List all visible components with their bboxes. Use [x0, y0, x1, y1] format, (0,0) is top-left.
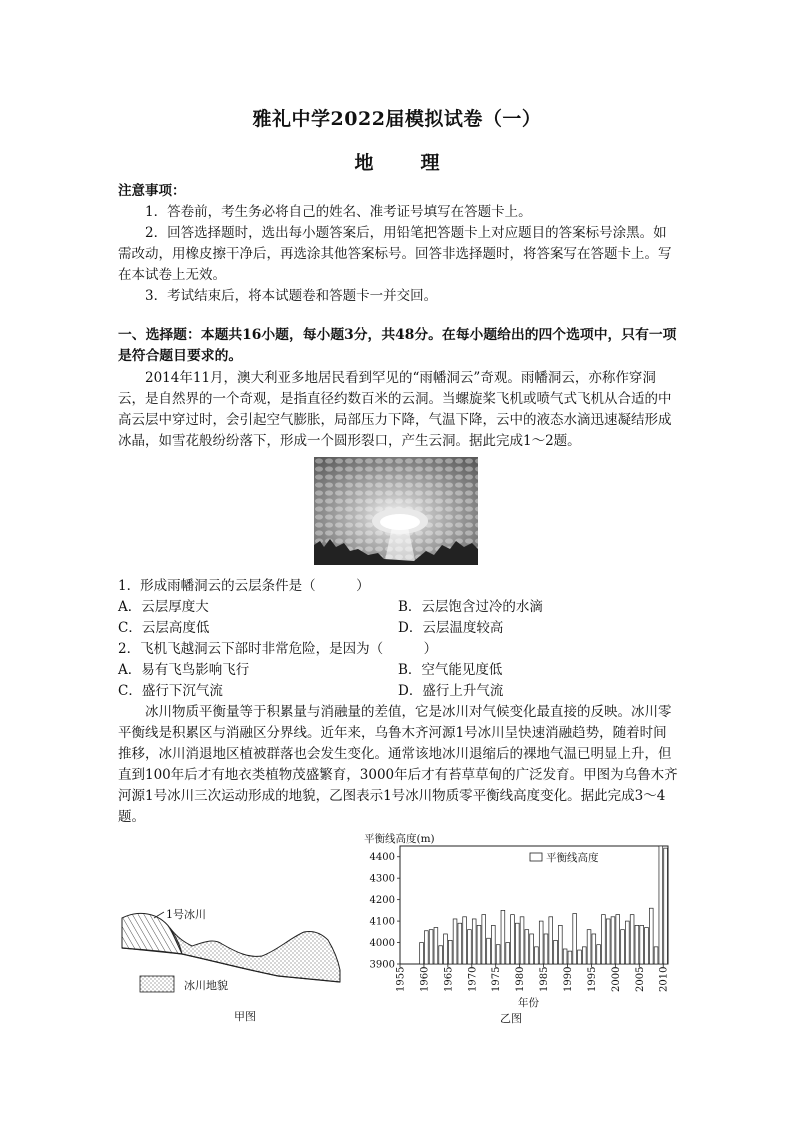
glacier-leader-line: [154, 912, 164, 918]
bar-1977: [506, 943, 510, 964]
bar-2001: [621, 930, 625, 964]
bar-2010: [664, 848, 668, 964]
bar-1990: [568, 951, 572, 964]
x-tick-label: 1955: [395, 966, 407, 992]
bar-1969: [468, 930, 472, 964]
bar-1981: [525, 930, 529, 964]
bar-1972: [482, 915, 486, 964]
bar-2004: [635, 925, 639, 964]
bar-1959: [420, 943, 424, 964]
bar-1967: [458, 923, 462, 964]
bar-1960: [424, 931, 428, 964]
bar-1980: [520, 917, 524, 964]
bar-1963: [439, 946, 443, 964]
page-title: 雅礼中学2022届模拟试卷（一）: [252, 108, 542, 130]
q1-option-a: A．云层厚度大: [118, 599, 209, 615]
q2-option-a: A．易有飞鸟影响飞行: [118, 662, 250, 678]
legend-swatch: [140, 976, 174, 992]
bar-1984: [539, 921, 543, 964]
bar-1962: [434, 928, 438, 964]
bar-1986: [549, 917, 553, 964]
bar-1974: [491, 925, 495, 964]
figure-yi-caption: 乙图: [500, 1012, 522, 1025]
q2-stem: 2．飞机飞越洞云下部时非常危险，是因为（ ）: [118, 641, 438, 657]
bar-1987: [554, 940, 558, 964]
bar-1992: [578, 950, 582, 964]
y-tick-label: 4400: [369, 852, 395, 864]
cloud-hole-photo: [314, 457, 478, 565]
bar-2003: [630, 915, 634, 964]
bar-1998: [606, 919, 610, 964]
bar-1994: [587, 930, 591, 964]
notes-item-2: 2．回答选择题时，选出每小题答案后，用铅笔把答题卡上对应题目的答案标号涂黑。如需改动，用橡皮擦干净后，再选涂其他答案标号。回答非选择题时，将答案写在答题卡上。写在本试卷上无效。: [118, 225, 672, 283]
bar-1997: [602, 915, 606, 964]
notes-heading: 注意事项：: [118, 183, 186, 199]
bar-2009: [659, 846, 663, 964]
bar-2005: [640, 925, 644, 964]
subject-title: 地 理: [354, 152, 454, 174]
bar-1979: [515, 923, 519, 964]
y-tick-label: 3900: [369, 959, 395, 971]
bar-1989: [563, 949, 567, 964]
bar-2007: [649, 908, 653, 964]
bar-1978: [511, 915, 515, 964]
bar-1996: [597, 945, 601, 964]
q1-option-d: D．云层温度较高: [398, 620, 504, 636]
x-tick-label: 1975: [491, 966, 503, 992]
x-tick-label: 1990: [563, 966, 574, 992]
x-tick-label: 2005: [634, 966, 646, 992]
bar-2008: [654, 947, 658, 964]
bar-1975: [496, 945, 500, 964]
bar-2002: [625, 921, 629, 964]
x-tick-label: 1980: [515, 966, 527, 992]
bar-1961: [429, 930, 433, 964]
x-tick-label: 1970: [467, 966, 479, 992]
bar-1993: [582, 947, 586, 964]
glacier-label: 1号冰川: [166, 908, 206, 921]
x-tick-label: 1985: [539, 966, 551, 992]
q1-stem: 1．形成雨幡洞云的云层条件是（ ）: [118, 578, 370, 594]
x-tick-label: 1995: [586, 966, 598, 992]
bar-1973: [487, 938, 491, 964]
legend-label: 冰川地貌: [184, 979, 228, 992]
x-tick-label: 1960: [419, 966, 431, 992]
x-axis-label: 年份: [518, 997, 539, 1009]
figure-jia-caption: 甲图: [234, 1010, 256, 1023]
bar-2006: [645, 928, 649, 964]
notes-item-3: 3．考试结束后，将本试题卷和答题卡一并交回。: [145, 288, 438, 304]
bar-1966: [453, 919, 457, 964]
notes-item-1: 1．答卷前，考生务必将自己的姓名、准考证号填写在答题卡上。: [145, 204, 532, 220]
legend-swatch-bar: [530, 853, 542, 861]
bar-1995: [592, 934, 596, 964]
bar-1983: [535, 947, 539, 964]
glacier-landform-ground: [170, 928, 340, 982]
y-tick-label: 4200: [369, 895, 395, 907]
x-tick-label: 2000: [610, 966, 622, 992]
q2-option-c: C．盛行下沉气流: [118, 683, 223, 699]
bar-2000: [616, 915, 620, 964]
y-tick-label: 4000: [369, 938, 395, 950]
figure-jia: [118, 890, 358, 1026]
x-tick-label: 2010: [658, 966, 670, 992]
q1-option-b: B．云层饱含过冷的水滴: [398, 599, 543, 615]
section-heading: 一、选择题：本题共16小题，每小题3分，共48分。在每小题给出的四个选项中，只有一项是符合题目要求的。: [118, 327, 677, 364]
passage-2: 冰川物质平衡量等于积累量与消融量的差值，它是冰川对气候变化最直接的反映。冰川零平衡线是积累区与消融区分界线。近年来，乌鲁木齐河源1号冰川呈快速消融趋势，随着时间推移，冰川消退地区植被群落也会发生变化。通常该地冰川退缩后的裸地气温已明显上升，但直到100年后才有地衣类植物茂盛繁育，3000年后才有苔草草甸的广泛发育。甲图为乌鲁木齐河源1号冰川三次运动形成的地貌，乙图表示1号冰川物质零平衡线高度变化。据此完成3～4题。: [118, 704, 678, 825]
legend-label-bar: 平衡线高度: [546, 852, 599, 864]
bar-1970: [472, 919, 476, 964]
bar-1965: [448, 940, 452, 964]
bar-1985: [544, 934, 548, 964]
q1-option-c: C．云层高度低: [118, 620, 210, 636]
bar-1976: [501, 910, 505, 964]
y-tick-label: 4100: [369, 916, 395, 928]
bar-1964: [444, 934, 448, 964]
passage-1: 2014年11月，澳大利亚多地居民看到罕见的“雨幡洞云”奇观。雨幡洞云，亦称作穿洞云，是自然界的一个奇观，是指直径约数百米的云洞。当螺旋桨飞机或喷气式飞机从合适的中高云层中穿过时，会引起空气膨胀，局部压力下降，气温下降，云中的液态水滴迅速凝结形成冰晶，如雪花般纷纷落下，形成一个圆形裂口，产生云洞。据此完成1～2题。: [118, 370, 672, 449]
y-tick-label: 4300: [369, 873, 395, 885]
q2-option-d: D．盛行上升气流: [398, 683, 504, 699]
balance-line-chart: [358, 828, 678, 1026]
bar-1988: [558, 925, 562, 964]
bar-1991: [573, 914, 577, 964]
q2-option-b: B．空气能见度低: [398, 662, 503, 678]
bar-1971: [477, 925, 481, 964]
bar-1982: [530, 934, 534, 964]
x-tick-label: 1965: [443, 966, 455, 992]
bar-1999: [611, 917, 615, 964]
y-axis-label: 平衡线高度(m): [364, 833, 435, 845]
bar-1968: [463, 917, 467, 964]
